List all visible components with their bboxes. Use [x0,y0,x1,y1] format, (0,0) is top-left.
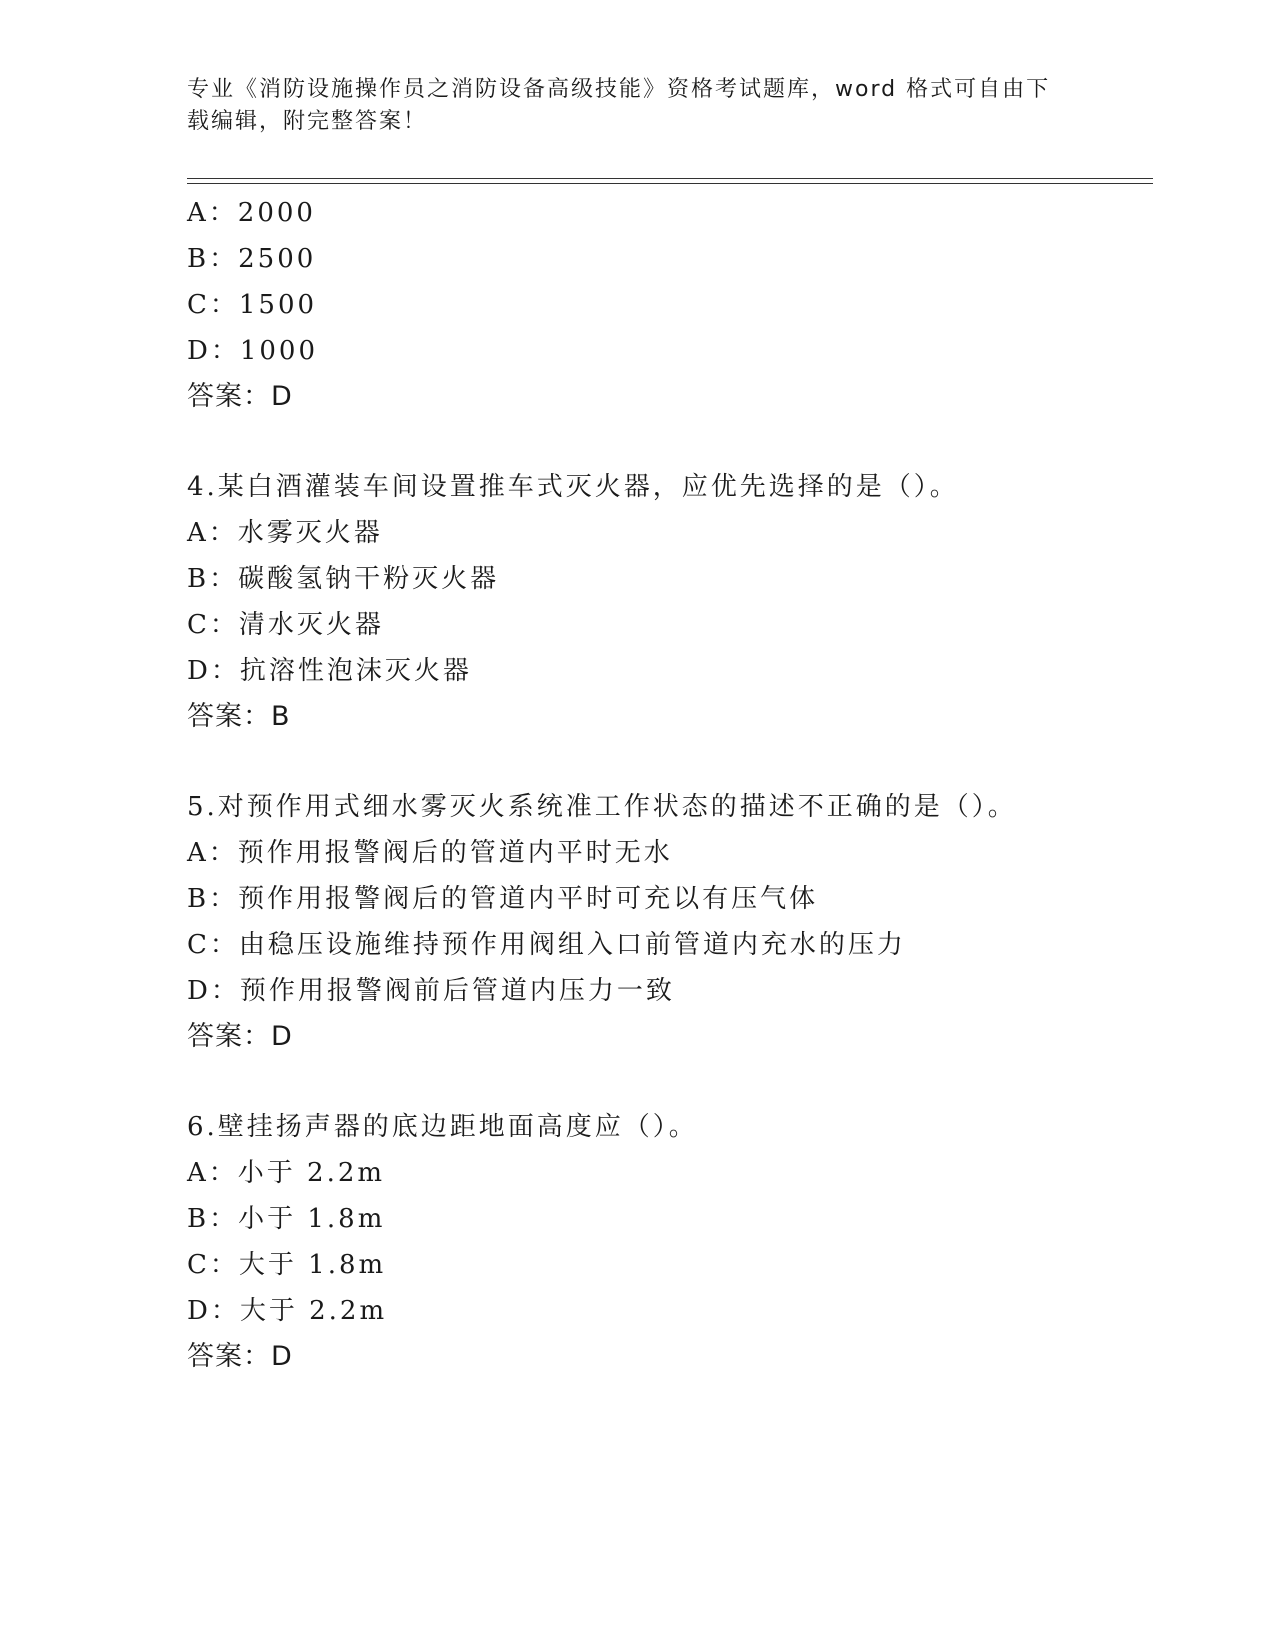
option-c: C：清水灭火器 [187,610,384,640]
question-text: 5.对预作用式细水雾灭火系统准工作状态的描述不正确的是（）。 [187,792,1017,822]
option-a: A：预作用报警阀后的管道内平时无水 [187,838,673,868]
header-divider-bottom [187,183,1153,184]
option-b: B：小于 1.8m [187,1204,386,1234]
option-d: D：大于 2.2m [187,1296,388,1326]
header-line-2: 载编辑，附完整答案！ [187,109,428,134]
option-b: B：2500 [187,244,317,274]
header-line-1: 专业《消防设施操作员之消防设备高级技能》资格考试题库，word 格式可自由下 [187,77,1051,102]
option-a: A：小于 2.2m [187,1158,386,1188]
spacer [187,1060,1147,1104]
option-b: B：预作用报警阀后的管道内平时可充以有压气体 [187,884,819,914]
question-4 [187,464,1147,740]
answer: 答案：D [187,1021,293,1052]
question-5 [187,784,1147,1060]
option-d: D：抗溶性泡沫灭火器 [187,656,472,686]
answer: 答案：B [187,701,291,732]
option-c: C：1500 [187,290,318,320]
question-text: 6.壁挂扬声器的底边距地面高度应（）。 [187,1112,698,1142]
answer: 答案：D [187,381,293,412]
question-text: 4.某白酒灌装车间设置推车式灭火器，应优先选择的是（）。 [187,472,959,502]
option-a: A：2000 [187,198,316,228]
question-6 [187,1104,1147,1380]
option-c: C：大于 1.8m [187,1250,387,1280]
question-list [187,190,1147,1380]
header-divider-top [187,178,1153,179]
question-3 [187,190,1147,420]
option-b: B：碳酸氢钠干粉灭火器 [187,564,500,594]
option-d: D：预作用报警阀前后管道内压力一致 [187,976,675,1006]
option-a: A：水雾灭火器 [187,518,383,548]
answer: 答案：D [187,1341,293,1372]
option-c: C：由稳压设施维持预作用阀组入口前管道内充水的压力 [187,930,906,960]
option-d: D：1000 [187,336,319,366]
spacer [187,740,1147,784]
spacer [187,420,1147,464]
document-header [187,74,1067,138]
